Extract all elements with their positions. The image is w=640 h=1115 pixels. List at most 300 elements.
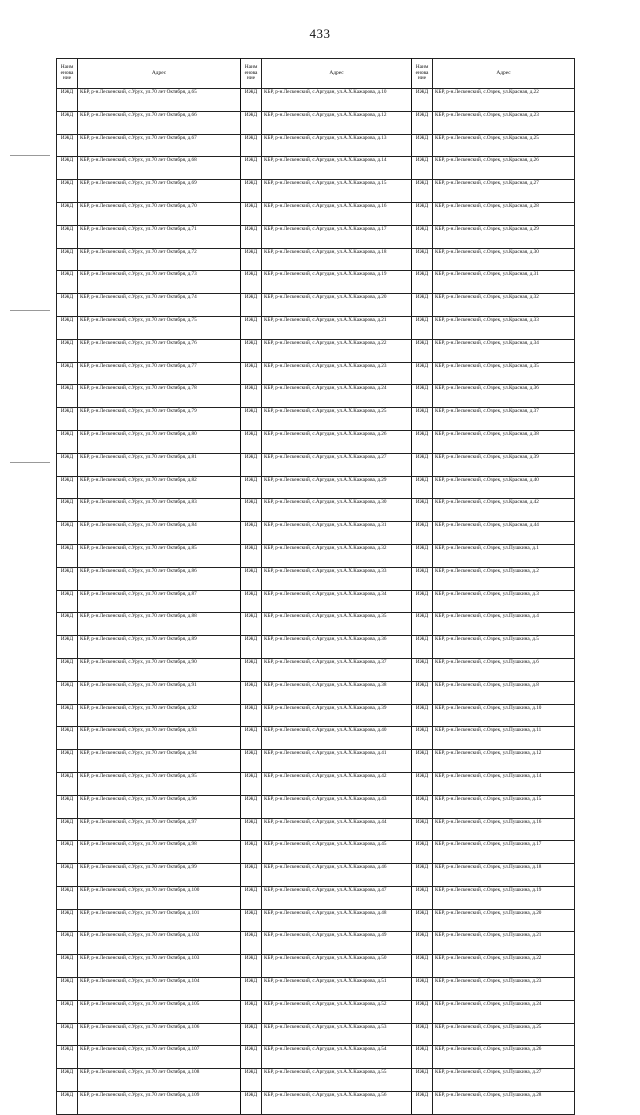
- object-type-cell: ИЖД: [412, 613, 433, 636]
- address-cell: КБР, р-н.Лескенский, с.Озрек, ул.Красная, д.27: [433, 180, 575, 203]
- table-row: [57, 886, 575, 909]
- address-cell: КБР, р-н.Лескенский, с.Аргудан, ул.А.Х.Кажарова, д.27: [262, 453, 412, 476]
- address-cell: КБР, р-н.Лескенский, с.Аргудан, ул.А.Х.Кажарова, д.43: [262, 795, 412, 818]
- object-type-cell: ИЖД: [57, 89, 78, 112]
- address-cell: КБР, р-н.Лескенский, с.Озрек, ул.Пушкина, д.3: [433, 590, 575, 613]
- address-cell: КБР, р-н.Лескенский, с.Озрек, ул.Пушкина, д.26: [433, 1046, 575, 1069]
- address-cell: КБР, р-н.Лескенский, с.Аргудан, ул.А.Х.Кажарова, д.32: [262, 544, 412, 567]
- address-cell: КБР, р-н.Лескенский, с.Урух, ул.70 лет Октября, д.98: [78, 841, 241, 864]
- object-type-cell: ИЖД: [241, 499, 262, 522]
- object-type-cell: ИЖД: [241, 1023, 262, 1046]
- object-type-cell: ИЖД: [57, 704, 78, 727]
- address-cell: КБР, р-н.Лескенский, с.Озрек, ул.Красная, д.37: [433, 408, 575, 431]
- address-cell: КБР, р-н.Лескенский, с.Аргудан, ул.А.Х.Кажарова, д.37: [262, 658, 412, 681]
- column-header-address: Адрес: [433, 59, 575, 89]
- object-type-cell: ИЖД: [57, 522, 78, 545]
- object-type-cell: ИЖД: [241, 750, 262, 773]
- address-cell: КБР, р-н.Лескенский, с.Озрек, ул.Пушкина, д.17: [433, 841, 575, 864]
- table-row: [57, 225, 575, 248]
- object-type-cell: ИЖД: [241, 408, 262, 431]
- object-type-cell: ИЖД: [241, 316, 262, 339]
- address-cell: КБР, р-н.Лескенский, с.Озрек, ул.Красная, д.22: [433, 89, 575, 112]
- object-type-cell: ИЖД: [241, 818, 262, 841]
- address-cell: КБР, р-н.Лескенский, с.Урух, ул.70 лет Октября, д.109: [78, 1092, 241, 1115]
- object-type-cell: ИЖД: [412, 385, 433, 408]
- object-type-cell: ИЖД: [57, 818, 78, 841]
- table-row: [57, 727, 575, 750]
- object-type-cell: ИЖД: [241, 841, 262, 864]
- address-cell: КБР, р-н.Лескенский, с.Урух, ул.70 лет Октября, д.83: [78, 499, 241, 522]
- object-type-cell: ИЖД: [241, 134, 262, 157]
- table-row: [57, 316, 575, 339]
- object-type-cell: ИЖД: [412, 818, 433, 841]
- object-type-cell: ИЖД: [412, 909, 433, 932]
- address-cell: КБР, р-н.Лескенский, с.Аргудан, ул.А.Х.Кажарова, д.20: [262, 294, 412, 317]
- scan-mark: [10, 462, 50, 463]
- address-cell: КБР, р-н.Лескенский, с.Озрек, ул.Пушкина, д.24: [433, 1000, 575, 1023]
- object-type-cell: ИЖД: [241, 932, 262, 955]
- object-type-cell: ИЖД: [412, 841, 433, 864]
- address-cell: КБР, р-н.Лескенский, с.Аргудан, ул.А.Х.Кажарова, д.41: [262, 750, 412, 773]
- object-type-cell: ИЖД: [412, 408, 433, 431]
- object-type-cell: ИЖД: [241, 658, 262, 681]
- address-cell: КБР, р-н.Лескенский, с.Урух, ул.70 лет Октября, д.82: [78, 476, 241, 499]
- table-row: [57, 681, 575, 704]
- object-type-cell: ИЖД: [57, 157, 78, 180]
- object-type-cell: ИЖД: [57, 544, 78, 567]
- table-row: [57, 544, 575, 567]
- object-type-cell: ИЖД: [241, 590, 262, 613]
- address-cell: КБР, р-н.Лескенский, с.Аргудан, ул.А.Х.Кажарова, д.14: [262, 157, 412, 180]
- column-header-kind: Наим енова ние: [57, 59, 78, 89]
- table-row: [57, 818, 575, 841]
- object-type-cell: ИЖД: [57, 886, 78, 909]
- object-type-cell: ИЖД: [412, 522, 433, 545]
- address-cell: КБР, р-н.Лескенский, с.Урух, ул.70 лет Октября, д.78: [78, 385, 241, 408]
- object-type-cell: ИЖД: [412, 727, 433, 750]
- object-type-cell: ИЖД: [412, 1000, 433, 1023]
- address-cell: КБР, р-н.Лескенский, с.Озрек, ул.Пушкина, д.1: [433, 544, 575, 567]
- object-type-cell: ИЖД: [241, 795, 262, 818]
- object-type-cell: ИЖД: [412, 157, 433, 180]
- address-cell: КБР, р-н.Лескенский, с.Аргудан, ул.А.Х.Кажарова, д.17: [262, 225, 412, 248]
- table-row: [57, 294, 575, 317]
- object-type-cell: ИЖД: [412, 750, 433, 773]
- address-cell: КБР, р-н.Лескенский, с.Урух, ул.70 лет Октября, д.85: [78, 544, 241, 567]
- object-type-cell: ИЖД: [57, 180, 78, 203]
- table-row: [57, 841, 575, 864]
- address-cell: КБР, р-н.Лескенский, с.Урух, ул.70 лет Октября, д.68: [78, 157, 241, 180]
- address-cell: КБР, р-н.Лескенский, с.Аргудан, ул.А.Х.Кажарова, д.51: [262, 978, 412, 1001]
- object-type-cell: ИЖД: [241, 955, 262, 978]
- address-cell: КБР, р-н.Лескенский, с.Озрек, ул.Красная, д.36: [433, 385, 575, 408]
- address-cell: КБР, р-н.Лескенский, с.Озрек, ул.Пушкина, д.4: [433, 613, 575, 636]
- table-row: [57, 111, 575, 134]
- object-type-cell: ИЖД: [412, 271, 433, 294]
- address-cell: КБР, р-н.Лескенский, с.Урух, ул.70 лет Октября, д.72: [78, 248, 241, 271]
- address-cell: КБР, р-н.Лескенский, с.Аргудан, ул.А.Х.Кажарова, д.39: [262, 704, 412, 727]
- object-type-cell: ИЖД: [412, 134, 433, 157]
- address-cell: КБР, р-н.Лескенский, с.Аргудан, ул.А.Х.Кажарова, д.13: [262, 134, 412, 157]
- table-row: [57, 932, 575, 955]
- object-type-cell: ИЖД: [241, 1069, 262, 1092]
- table-header-row: [57, 59, 575, 89]
- object-type-cell: ИЖД: [241, 1092, 262, 1115]
- object-type-cell: ИЖД: [57, 248, 78, 271]
- object-type-cell: ИЖД: [57, 1000, 78, 1023]
- address-cell: КБР, р-н.Лескенский, с.Озрек, ул.Пушкина, д.23: [433, 978, 575, 1001]
- object-type-cell: ИЖД: [57, 134, 78, 157]
- table-row: [57, 978, 575, 1001]
- object-type-cell: ИЖД: [57, 111, 78, 134]
- object-type-cell: ИЖД: [241, 202, 262, 225]
- object-type-cell: ИЖД: [241, 909, 262, 932]
- address-cell: КБР, р-н.Лескенский, с.Озрек, ул.Красная, д.28: [433, 202, 575, 225]
- address-cell: КБР, р-н.Лескенский, с.Аргудан, ул.А.Х.Кажарова, д.22: [262, 339, 412, 362]
- address-cell: КБР, р-н.Лескенский, с.Аргудан, ул.А.Х.Кажарова, д.26: [262, 430, 412, 453]
- address-cell: КБР, р-н.Лескенский, с.Озрек, ул.Красная, д.32: [433, 294, 575, 317]
- address-cell: КБР, р-н.Лескенский, с.Аргудан, ул.А.Х.Кажарова, д.10: [262, 89, 412, 112]
- address-cell: КБР, р-н.Лескенский, с.Аргудан, ул.А.Х.Кажарова, д.15: [262, 180, 412, 203]
- address-cell: КБР, р-н.Лескенский, с.Урух, ул.70 лет Октября, д.95: [78, 772, 241, 795]
- object-type-cell: ИЖД: [57, 453, 78, 476]
- object-type-cell: ИЖД: [57, 567, 78, 590]
- object-type-cell: ИЖД: [241, 1046, 262, 1069]
- table-row: [57, 476, 575, 499]
- scan-mark: [10, 310, 50, 311]
- object-type-cell: ИЖД: [57, 795, 78, 818]
- address-cell: КБР, р-н.Лескенский, с.Озрек, ул.Красная, д.44: [433, 522, 575, 545]
- object-type-cell: ИЖД: [57, 294, 78, 317]
- object-type-cell: ИЖД: [57, 727, 78, 750]
- object-type-cell: ИЖД: [241, 567, 262, 590]
- object-type-cell: ИЖД: [57, 613, 78, 636]
- address-cell: КБР, р-н.Лескенский, с.Урух, ул.70 лет Октября, д.97: [78, 818, 241, 841]
- table-row: [57, 499, 575, 522]
- object-type-cell: ИЖД: [57, 772, 78, 795]
- address-cell: КБР, р-н.Лескенский, с.Аргудан, ул.А.Х.Кажарова, д.38: [262, 681, 412, 704]
- address-cell: КБР, р-н.Лескенский, с.Урух, ул.70 лет Октября, д.75: [78, 316, 241, 339]
- address-cell: КБР, р-н.Лескенский, с.Урух, ул.70 лет Октября, д.105: [78, 1000, 241, 1023]
- address-cell: КБР, р-н.Лескенский, с.Аргудан, ул.А.Х.Кажарова, д.23: [262, 362, 412, 385]
- object-type-cell: ИЖД: [57, 1023, 78, 1046]
- object-type-cell: ИЖД: [57, 909, 78, 932]
- column-header-address: Адрес: [78, 59, 241, 89]
- address-cell: КБР, р-н.Лескенский, с.Аргудан, ул.А.Х.Кажарова, д.31: [262, 522, 412, 545]
- object-type-cell: ИЖД: [412, 955, 433, 978]
- table-row: [57, 567, 575, 590]
- object-type-cell: ИЖД: [412, 1069, 433, 1092]
- object-type-cell: ИЖД: [412, 636, 433, 659]
- address-cell: КБР, р-н.Лескенский, с.Озрек, ул.Пушкина, д.6: [433, 658, 575, 681]
- address-cell: КБР, р-н.Лескенский, с.Аргудан, ул.А.Х.Кажарова, д.30: [262, 499, 412, 522]
- object-type-cell: ИЖД: [412, 978, 433, 1001]
- table-row: [57, 180, 575, 203]
- object-type-cell: ИЖД: [412, 362, 433, 385]
- object-type-cell: ИЖД: [57, 932, 78, 955]
- address-cell: КБР, р-н.Лескенский, с.Урух, ул.70 лет Октября, д.108: [78, 1069, 241, 1092]
- object-type-cell: ИЖД: [57, 1069, 78, 1092]
- address-cell: КБР, р-н.Лескенский, с.Урух, ул.70 лет Октября, д.96: [78, 795, 241, 818]
- table-row: [57, 522, 575, 545]
- address-cell: КБР, р-н.Лескенский, с.Урух, ул.70 лет Октября, д.92: [78, 704, 241, 727]
- address-cell: КБР, р-н.Лескенский, с.Аргудан, ул.А.Х.Кажарова, д.12: [262, 111, 412, 134]
- address-cell: КБР, р-н.Лескенский, с.Озрек, ул.Пушкина, д.5: [433, 636, 575, 659]
- object-type-cell: ИЖД: [412, 1092, 433, 1115]
- table-row: [57, 750, 575, 773]
- object-type-cell: ИЖД: [57, 590, 78, 613]
- address-cell: КБР, р-н.Лескенский, с.Аргудан, ул.А.Х.Кажарова, д.34: [262, 590, 412, 613]
- address-cell: КБР, р-н.Лескенский, с.Озрек, ул.Пушкина, д.16: [433, 818, 575, 841]
- address-cell: КБР, р-н.Лескенский, с.Урух, ул.70 лет Октября, д.66: [78, 111, 241, 134]
- table-row: [57, 248, 575, 271]
- address-cell: КБР, р-н.Лескенский, с.Аргудан, ул.А.Х.Кажарова, д.47: [262, 886, 412, 909]
- object-type-cell: ИЖД: [57, 202, 78, 225]
- address-cell: КБР, р-н.Лескенский, с.Аргудан, ул.А.Х.Кажарова, д.55: [262, 1069, 412, 1092]
- object-type-cell: ИЖД: [57, 955, 78, 978]
- address-cell: КБР, р-н.Лескенский, с.Озрек, ул.Красная, д.42: [433, 499, 575, 522]
- table-row: [57, 89, 575, 112]
- table-row: [57, 636, 575, 659]
- object-type-cell: ИЖД: [412, 430, 433, 453]
- object-type-cell: ИЖД: [241, 704, 262, 727]
- address-cell: КБР, р-н.Лескенский, с.Аргудан, ул.А.Х.Кажарова, д.33: [262, 567, 412, 590]
- address-cell: КБР, р-н.Лескенский, с.Аргудан, ул.А.Х.Кажарова, д.48: [262, 909, 412, 932]
- address-cell: КБР, р-н.Лескенский, с.Аргудан, ул.А.Х.Кажарова, д.35: [262, 613, 412, 636]
- table-row: [57, 362, 575, 385]
- address-cell: КБР, р-н.Лескенский, с.Озрек, ул.Пушкина, д.8: [433, 681, 575, 704]
- address-cell: КБР, р-н.Лескенский, с.Аргудан, ул.А.Х.Кажарова, д.49: [262, 932, 412, 955]
- address-cell: КБР, р-н.Лескенский, с.Озрек, ул.Пушкина, д.27: [433, 1069, 575, 1092]
- address-cell: КБР, р-н.Лескенский, с.Озрек, ул.Красная, д.40: [433, 476, 575, 499]
- address-cell: КБР, р-н.Лескенский, с.Урух, ул.70 лет Октября, д.103: [78, 955, 241, 978]
- address-cell: КБР, р-н.Лескенский, с.Озрек, ул.Красная, д.34: [433, 339, 575, 362]
- column-header-address: Адрес: [262, 59, 412, 89]
- object-type-cell: ИЖД: [412, 658, 433, 681]
- object-type-cell: ИЖД: [241, 476, 262, 499]
- address-cell: КБР, р-н.Лескенский, с.Урух, ул.70 лет Октября, д.65: [78, 89, 241, 112]
- object-type-cell: ИЖД: [412, 1023, 433, 1046]
- address-cell: КБР, р-н.Лескенский, с.Аргудан, ул.А.Х.Кажарова, д.54: [262, 1046, 412, 1069]
- address-cell: КБР, р-н.Лескенский, с.Озрек, ул.Пушкина, д.14: [433, 772, 575, 795]
- address-table: [56, 58, 575, 1115]
- address-cell: КБР, р-н.Лескенский, с.Урух, ул.70 лет Октября, д.94: [78, 750, 241, 773]
- address-cell: КБР, р-н.Лескенский, с.Озрек, ул.Пушкина, д.11: [433, 727, 575, 750]
- address-cell: КБР, р-н.Лескенский, с.Озрек, ул.Красная, д.26: [433, 157, 575, 180]
- object-type-cell: ИЖД: [241, 886, 262, 909]
- object-type-cell: ИЖД: [412, 795, 433, 818]
- table-body: [57, 89, 575, 1115]
- object-type-cell: ИЖД: [412, 544, 433, 567]
- address-cell: КБР, р-н.Лескенский, с.Урух, ул.70 лет Октября, д.88: [78, 613, 241, 636]
- object-type-cell: ИЖД: [241, 225, 262, 248]
- address-cell: КБР, р-н.Лескенский, с.Аргудан, ул.А.Х.Кажарова, д.42: [262, 772, 412, 795]
- address-cell: КБР, р-н.Лескенский, с.Аргудан, ул.А.Х.Кажарова, д.45: [262, 841, 412, 864]
- object-type-cell: ИЖД: [57, 316, 78, 339]
- object-type-cell: ИЖД: [57, 658, 78, 681]
- object-type-cell: ИЖД: [57, 841, 78, 864]
- address-cell: КБР, р-н.Лескенский, с.Озрек, ул.Красная, д.31: [433, 271, 575, 294]
- address-cell: КБР, р-н.Лескенский, с.Озрек, ул.Красная, д.23: [433, 111, 575, 134]
- address-cell: КБР, р-н.Лескенский, с.Урух, ул.70 лет Октября, д.86: [78, 567, 241, 590]
- address-cell: КБР, р-н.Лескенский, с.Урух, ул.70 лет Октября, д.106: [78, 1023, 241, 1046]
- object-type-cell: ИЖД: [241, 1000, 262, 1023]
- address-cell: КБР, р-н.Лескенский, с.Урух, ул.70 лет Октября, д.79: [78, 408, 241, 431]
- table-row: [57, 772, 575, 795]
- address-cell: КБР, р-н.Лескенский, с.Озрек, ул.Красная, д.38: [433, 430, 575, 453]
- object-type-cell: ИЖД: [57, 476, 78, 499]
- object-type-cell: ИЖД: [412, 590, 433, 613]
- column-header-kind: Наим енова ние: [241, 59, 262, 89]
- address-cell: КБР, р-н.Лескенский, с.Аргудан, ул.А.Х.Кажарова, д.24: [262, 385, 412, 408]
- address-cell: КБР, р-н.Лескенский, с.Урух, ул.70 лет Октября, д.99: [78, 864, 241, 887]
- address-cell: КБР, р-н.Лескенский, с.Урух, ул.70 лет Октября, д.84: [78, 522, 241, 545]
- address-cell: КБР, р-н.Лескенский, с.Урух, ул.70 лет Октября, д.67: [78, 134, 241, 157]
- table-row: [57, 795, 575, 818]
- table-row: [57, 1000, 575, 1023]
- address-cell: КБР, р-н.Лескенский, с.Урух, ул.70 лет Октября, д.101: [78, 909, 241, 932]
- address-cell: КБР, р-н.Лескенский, с.Урух, ул.70 лет Октября, д.80: [78, 430, 241, 453]
- address-cell: КБР, р-н.Лескенский, с.Озрек, ул.Пушкина, д.25: [433, 1023, 575, 1046]
- object-type-cell: ИЖД: [57, 271, 78, 294]
- address-cell: КБР, р-н.Лескенский, с.Урух, ул.70 лет Октября, д.93: [78, 727, 241, 750]
- table-row: [57, 157, 575, 180]
- table-row: [57, 909, 575, 932]
- object-type-cell: ИЖД: [241, 180, 262, 203]
- object-type-cell: ИЖД: [241, 864, 262, 887]
- table-row: [57, 1046, 575, 1069]
- table-row: [57, 408, 575, 431]
- object-type-cell: ИЖД: [412, 704, 433, 727]
- object-type-cell: ИЖД: [57, 430, 78, 453]
- object-type-cell: ИЖД: [57, 499, 78, 522]
- object-type-cell: ИЖД: [241, 294, 262, 317]
- address-cell: КБР, р-н.Лескенский, с.Озрек, ул.Пушкина, д.21: [433, 932, 575, 955]
- object-type-cell: ИЖД: [57, 681, 78, 704]
- table-row: [57, 658, 575, 681]
- object-type-cell: ИЖД: [241, 772, 262, 795]
- object-type-cell: ИЖД: [412, 567, 433, 590]
- table-row: [57, 1092, 575, 1115]
- object-type-cell: ИЖД: [57, 362, 78, 385]
- address-cell: КБР, р-н.Лескенский, с.Урух, ул.70 лет Октября, д.69: [78, 180, 241, 203]
- address-cell: КБР, р-н.Лескенский, с.Озрек, ул.Пушкина, д.2: [433, 567, 575, 590]
- address-cell: КБР, р-н.Лескенский, с.Озрек, ул.Пушкина, д.28: [433, 1092, 575, 1115]
- object-type-cell: ИЖД: [412, 681, 433, 704]
- table-row: [57, 704, 575, 727]
- object-type-cell: ИЖД: [412, 339, 433, 362]
- address-cell: КБР, р-н.Лескенский, с.Аргудан, ул.А.Х.Кажарова, д.21: [262, 316, 412, 339]
- object-type-cell: ИЖД: [241, 248, 262, 271]
- page-number: 433: [309, 26, 331, 41]
- object-type-cell: ИЖД: [241, 157, 262, 180]
- object-type-cell: ИЖД: [57, 385, 78, 408]
- address-cell: КБР, р-н.Лескенский, с.Аргудан, ул.А.Х.Кажарова, д.44: [262, 818, 412, 841]
- address-cell: КБР, р-н.Лескенский, с.Урух, ул.70 лет Октября, д.81: [78, 453, 241, 476]
- object-type-cell: ИЖД: [412, 864, 433, 887]
- object-type-cell: ИЖД: [241, 544, 262, 567]
- address-cell: КБР, р-н.Лескенский, с.Озрек, ул.Красная, д.33: [433, 316, 575, 339]
- object-type-cell: ИЖД: [241, 522, 262, 545]
- address-cell: КБР, р-н.Лескенский, с.Урух, ул.70 лет Октября, д.77: [78, 362, 241, 385]
- object-type-cell: ИЖД: [241, 362, 262, 385]
- object-type-cell: ИЖД: [57, 636, 78, 659]
- address-cell: КБР, р-н.Лескенский, с.Аргудан, ул.А.Х.Кажарова, д.18: [262, 248, 412, 271]
- object-type-cell: ИЖД: [57, 978, 78, 1001]
- table-row: [57, 430, 575, 453]
- address-cell: КБР, р-н.Лескенский, с.Урух, ул.70 лет Октября, д.76: [78, 339, 241, 362]
- object-type-cell: ИЖД: [241, 727, 262, 750]
- table-row: [57, 339, 575, 362]
- address-cell: КБР, р-н.Лескенский, с.Аргудан, ул.А.Х.Кажарова, д.19: [262, 271, 412, 294]
- table-row: [57, 1069, 575, 1092]
- object-type-cell: ИЖД: [412, 772, 433, 795]
- object-type-cell: ИЖД: [241, 339, 262, 362]
- address-cell: КБР, р-н.Лескенский, с.Аргудан, ул.А.Х.Кажарова, д.56: [262, 1092, 412, 1115]
- address-cell: КБР, р-н.Лескенский, с.Урух, ул.70 лет Октября, д.74: [78, 294, 241, 317]
- object-type-cell: ИЖД: [412, 886, 433, 909]
- address-cell: КБР, р-н.Лескенский, с.Аргудан, ул.А.Х.Кажарова, д.52: [262, 1000, 412, 1023]
- address-cell: КБР, р-н.Лескенский, с.Аргудан, ул.А.Х.Кажарова, д.25: [262, 408, 412, 431]
- address-cell: КБР, р-н.Лескенский, с.Урух, ул.70 лет Октября, д.70: [78, 202, 241, 225]
- object-type-cell: ИЖД: [241, 978, 262, 1001]
- address-cell: КБР, р-н.Лескенский, с.Урух, ул.70 лет Октября, д.89: [78, 636, 241, 659]
- table-row: [57, 453, 575, 476]
- address-cell: КБР, р-н.Лескенский, с.Урух, ул.70 лет Октября, д.104: [78, 978, 241, 1001]
- address-cell: КБР, р-н.Лескенский, с.Озрек, ул.Красная, д.25: [433, 134, 575, 157]
- address-cell: КБР, р-н.Лескенский, с.Аргудан, ул.А.Х.Кажарова, д.46: [262, 864, 412, 887]
- object-type-cell: ИЖД: [241, 111, 262, 134]
- object-type-cell: ИЖД: [241, 385, 262, 408]
- address-cell: КБР, р-н.Лескенский, с.Аргудан, ул.А.Х.Кажарова, д.50: [262, 955, 412, 978]
- table-row: [57, 271, 575, 294]
- object-type-cell: ИЖД: [412, 476, 433, 499]
- object-type-cell: ИЖД: [412, 1046, 433, 1069]
- address-cell: КБР, р-н.Лескенский, с.Урух, ул.70 лет Октября, д.91: [78, 681, 241, 704]
- object-type-cell: ИЖД: [241, 271, 262, 294]
- address-cell: КБР, р-н.Лескенский, с.Аргудан, ул.А.Х.Кажарова, д.29: [262, 476, 412, 499]
- address-cell: КБР, р-н.Лескенский, с.Озрек, ул.Пушкина, д.10: [433, 704, 575, 727]
- column-header-kind: Наим енова ние: [412, 59, 433, 89]
- address-cell: КБР, р-н.Лескенский, с.Озрек, ул.Пушкина, д.18: [433, 864, 575, 887]
- table-row: [57, 134, 575, 157]
- address-cell: КБР, р-н.Лескенский, с.Озрек, ул.Пушкина, д.19: [433, 886, 575, 909]
- object-type-cell: ИЖД: [57, 225, 78, 248]
- table-row: [57, 1023, 575, 1046]
- object-type-cell: ИЖД: [241, 681, 262, 704]
- address-cell: КБР, р-н.Лескенский, с.Урух, ул.70 лет Октября, д.87: [78, 590, 241, 613]
- address-cell: КБР, р-н.Лескенский, с.Аргудан, ул.А.Х.Кажарова, д.40: [262, 727, 412, 750]
- object-type-cell: ИЖД: [241, 430, 262, 453]
- table-row: [57, 202, 575, 225]
- address-cell: КБР, р-н.Лескенский, с.Озрек, ул.Пушкина, д.20: [433, 909, 575, 932]
- object-type-cell: ИЖД: [412, 111, 433, 134]
- object-type-cell: ИЖД: [412, 499, 433, 522]
- object-type-cell: ИЖД: [57, 864, 78, 887]
- object-type-cell: ИЖД: [412, 225, 433, 248]
- object-type-cell: ИЖД: [57, 408, 78, 431]
- object-type-cell: ИЖД: [412, 294, 433, 317]
- address-cell: КБР, р-н.Лескенский, с.Аргудан, ул.А.Х.Кажарова, д.16: [262, 202, 412, 225]
- object-type-cell: ИЖД: [241, 89, 262, 112]
- table-row: [57, 955, 575, 978]
- object-type-cell: ИЖД: [412, 202, 433, 225]
- table-row: [57, 590, 575, 613]
- object-type-cell: ИЖД: [57, 750, 78, 773]
- object-type-cell: ИЖД: [241, 636, 262, 659]
- address-cell: КБР, р-н.Лескенский, с.Озрек, ул.Пушкина, д.12: [433, 750, 575, 773]
- address-cell: КБР, р-н.Лескенский, с.Озрек, ул.Красная, д.35: [433, 362, 575, 385]
